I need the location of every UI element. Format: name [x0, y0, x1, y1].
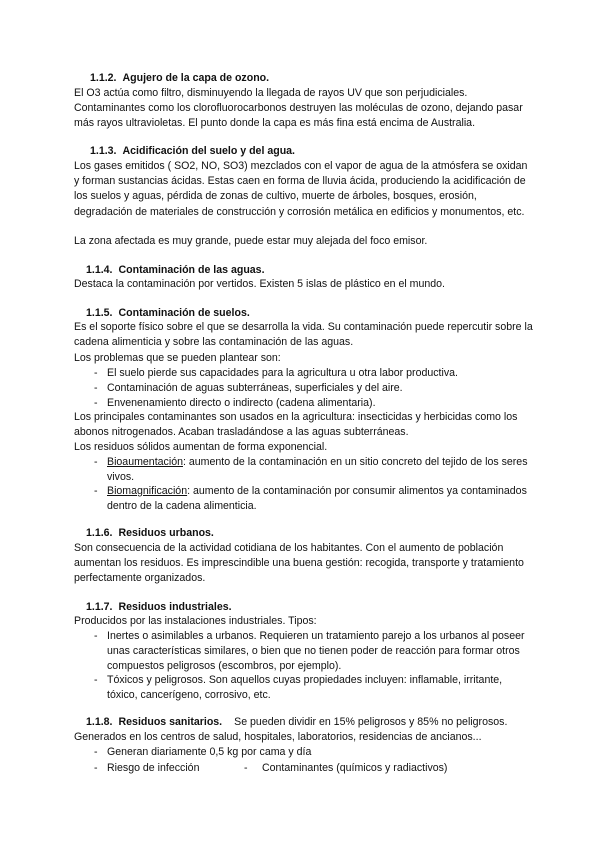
section-number: 1.1.3.	[90, 145, 117, 157]
bullet-dash: -	[94, 456, 98, 468]
section-heading-1-1-3	[90, 145, 295, 157]
paragraph-contaminants: Los principales contaminantes son usados en la agricultura: insecticidas y herbicidas como los abonos nitrogenados. Acaban trasladándose a las aguas subterráneas.	[74, 411, 518, 439]
list-item	[94, 381, 534, 396]
list-item-biomagnificacion	[94, 484, 534, 514]
list-item	[94, 366, 534, 381]
term-bioaumentacion: Bioaumentación	[107, 456, 183, 468]
section-number: 1.1.7.	[86, 601, 113, 613]
section-number: 1.1.6.	[86, 527, 113, 539]
list-item-text: Riesgo de infección	[107, 762, 200, 774]
list-item-text: Generan diariamente 0,5 kg por cama y día	[107, 746, 312, 758]
paragraph-waste-intro: Los residuos sólidos aumentan de forma exponencial.	[74, 441, 328, 453]
bullet-dash: -	[94, 746, 98, 758]
section-title: Contaminación de suelos.	[118, 307, 250, 319]
term-biomagnificacion: Biomagnificación	[107, 485, 188, 497]
section-title: Agujero de la capa de ozono.	[122, 72, 270, 84]
bullet-dash: -	[94, 762, 98, 774]
list-item	[94, 745, 534, 760]
paragraph-affected-zone: La zona afectada es muy grande, puede estar muy alejada del foco emisor.	[74, 235, 428, 247]
bullet-dash: -	[94, 485, 98, 497]
paragraph-industrial-intro: Producidos por las instalaciones industriales. Tipos:	[74, 615, 317, 627]
paragraph-ozone: El O3 actúa como filtro, disminuyendo la llegada de rayos UV que son perjudiciales. Contaminantes como los clorofluorocarbonos destruyen las moléculas de ozono, dejando pasar más rayos ultravioletas. El punto donde la capa es más fina está encima de Australia.	[74, 87, 523, 130]
section-number: 1.1.2.	[90, 72, 117, 84]
bullet-dash: -	[94, 382, 98, 394]
term-definition: : aumento de la contaminación en un sitio concreto del tejido de los seres vivos.	[107, 456, 528, 484]
section-heading-1-1-2	[90, 72, 269, 84]
section-title: Acidificación del suelo y del agua.	[122, 145, 296, 157]
paragraph-soil-intro: Es el soporte físico sobre el que se desarrolla la vida. Su contaminación puede repercutir sobre la cadena alimenticia y sobre las contaminación de las aguas.	[74, 321, 533, 349]
list-item	[94, 673, 534, 703]
paragraph-urban-waste: Son consecuencia de la actividad cotidiana de los habitantes. Con el aumento de población aumentan los residuos. Es imprescindible una buena gestión: recogida, transporte y tratamiento perfectamente organizados.	[74, 542, 524, 585]
paragraph-water: Destaca la contaminación por vertidos. Existen 5 islas de plástico en el mundo.	[74, 278, 445, 290]
section-heading-1-1-8	[86, 716, 507, 728]
section-number: 1.1.4.	[86, 264, 113, 276]
list-item	[94, 396, 534, 411]
list-item-bioaumentacion	[94, 455, 534, 485]
bullet-dash: -	[94, 674, 98, 686]
list-item-text: Envenenamiento directo o indirecto (cadena alimentaria).	[107, 397, 376, 409]
section-inline-text: Se pueden dividir en 15% peligrosos y 85% no peligrosos.	[234, 716, 508, 728]
list-item	[94, 629, 534, 675]
bullet-dash: -	[94, 397, 98, 409]
section-heading-1-1-4	[86, 264, 265, 276]
paragraph-acid-rain: Los gases emitidos ( SO2, NO, SO3) mezclados con el vapor de agua de la atmósfera se oxidan y forman sustancias ácidas. Estas caen en forma de lluvia ácida, produciendo la acidificación de los suelos y aguas, pérdida de zonas de cultivo, muerte de árboles, bosques, erosión, degradación de materiales de construcción y corrosión metálica en edificios y monumentos, etc.	[74, 160, 528, 218]
paragraph-sanitary-intro: Generados en los centros de salud, hospitales, laboratorios, residencias de ancianos...	[74, 731, 482, 743]
section-heading-1-1-6	[86, 527, 214, 539]
bullet-dash: -	[244, 762, 248, 774]
term-definition: : aumento de la contaminación por consumir alimentos ya contaminados dentro de la cadena alimenticia.	[107, 485, 527, 513]
list-item-text: El suelo pierde sus capacidades para la agricultura u otra labor productiva.	[107, 367, 458, 379]
list-row-two-items	[94, 761, 448, 776]
section-title: Residuos urbanos.	[118, 527, 214, 539]
section-number: 1.1.8.	[86, 716, 113, 728]
section-number: 1.1.5.	[86, 307, 113, 319]
bullet-dash: -	[94, 367, 98, 379]
section-heading-1-1-7	[86, 601, 232, 613]
paragraph-problems-intro: Los problemas que se pueden plantear son:	[74, 352, 281, 364]
section-title: Residuos sanitarios.	[118, 716, 223, 728]
section-title: Contaminación de las aguas.	[118, 264, 265, 276]
list-item-text: Tóxicos y peligrosos. Son aquellos cuyas propiedades incluyen: inflamable, irritante, tóxico, cancerígeno, corrosivo, etc.	[107, 674, 503, 702]
section-title: Residuos industriales.	[118, 601, 232, 613]
list-item-text: Contaminantes (químicos y radiactivos)	[262, 762, 448, 774]
list-item-text: Contaminación de aguas subterráneas, superficiales y del aire.	[107, 382, 403, 394]
section-heading-1-1-5	[86, 307, 250, 319]
list-item-text: Inertes o asimilables a urbanos. Requieren un tratamiento parejo a los urbanos al poseer unas características similares, o bien que no tienen poder de reacción para formar otros compuestos peligrosos (escombros, por ejemplo).	[107, 630, 525, 673]
bullet-dash: -	[94, 630, 98, 642]
